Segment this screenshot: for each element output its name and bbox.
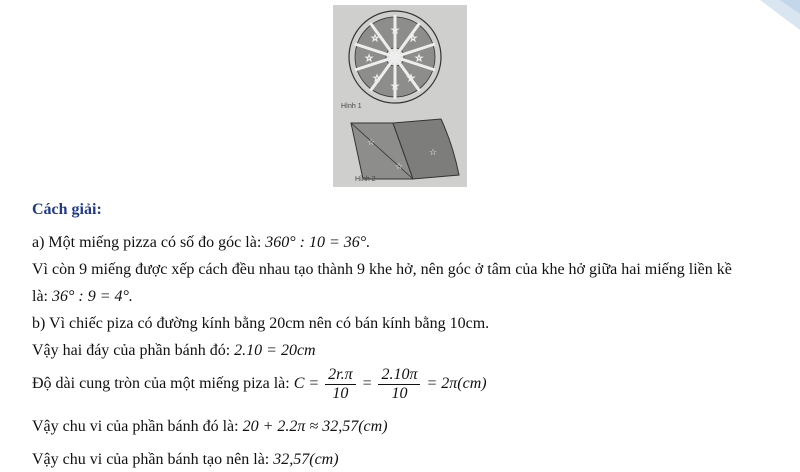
part-b-line-2-math: 2.10 = 20cm (234, 342, 316, 359)
equals-sign: = (361, 375, 373, 393)
fraction-2-denominator: 10 (391, 385, 408, 402)
svg-text:☆: ☆ (365, 53, 374, 63)
corner-decoration (740, 0, 800, 40)
figure-2-label: Hình 2 (355, 176, 376, 183)
part-b-line-2-text: Vậy hai đáy của phần bánh đó: (32, 342, 231, 359)
part-b-line-3-text: Độ dài cung tròn của một miếng piza là: (32, 375, 290, 393)
fraction-2-numerator: 2.10π (378, 366, 420, 385)
figure-2-pieces (351, 119, 459, 179)
part-a-line-3-math: 36° : 9 = 4°. (52, 288, 133, 305)
svg-text:☆: ☆ (429, 147, 438, 157)
part-b-line-4-text: Vậy chu vi của phần bánh đó là: (32, 418, 239, 435)
part-b-line-1: b) Vì chiếc piza có đường kính bằng 20cm nên có bán kính bằng 10cm. (32, 315, 490, 332)
svg-text:☆: ☆ (395, 161, 404, 171)
fraction-1 (325, 366, 355, 403)
pizza-figure-drawing (333, 5, 467, 187)
figure-1-label: Hình 1 (341, 103, 362, 110)
part-b-line-4-math: 20 + 2.2π ≈ 32,57(cm) (242, 418, 388, 435)
part-a-line-3 (32, 287, 133, 307)
part-b-line-5-text: Vậy chu vi của phần bánh tạo nên là: (32, 451, 270, 468)
svg-text:☆: ☆ (415, 53, 424, 63)
svg-text:☆: ☆ (407, 73, 416, 83)
svg-text:☆: ☆ (371, 33, 380, 43)
svg-text:☆: ☆ (409, 33, 418, 43)
figure-1-pizza (349, 11, 441, 103)
svg-text:☆: ☆ (391, 25, 400, 35)
part-a-line-1-math: 360° : 10 = 36°. (265, 234, 371, 251)
svg-text:☆: ☆ (373, 73, 382, 83)
part-a-line-2: Vì còn 9 miếng được xếp cách đều nhau tạo thành 9 khe hở, nên góc ở tâm của khe hở giữa hai miếng liền kề (32, 261, 732, 278)
pizza-figure-photo (333, 5, 467, 187)
fraction-2 (378, 366, 420, 403)
part-a-line-3-text: là: (32, 288, 48, 305)
part-b-line-3 (32, 366, 487, 403)
arc-length-lhs: C = (293, 375, 320, 393)
part-b-line-5-math: 32,57(cm) (273, 451, 339, 468)
svg-text:☆: ☆ (391, 81, 400, 91)
part-a-line-1 (32, 233, 370, 253)
solution-heading: Cách giải: (32, 201, 102, 218)
part-b-line-5 (32, 450, 339, 470)
fraction-1-numerator: 2r.π (325, 366, 355, 385)
part-b-line-2 (32, 341, 316, 361)
part-a-line-1-text: a) Một miếng pizza có số đo góc là: (32, 234, 262, 251)
arc-length-rhs: = 2π(cm) (426, 375, 487, 393)
svg-text:☆: ☆ (367, 137, 376, 147)
part-b-line-4 (32, 417, 388, 437)
fraction-1-denominator: 10 (332, 385, 349, 402)
